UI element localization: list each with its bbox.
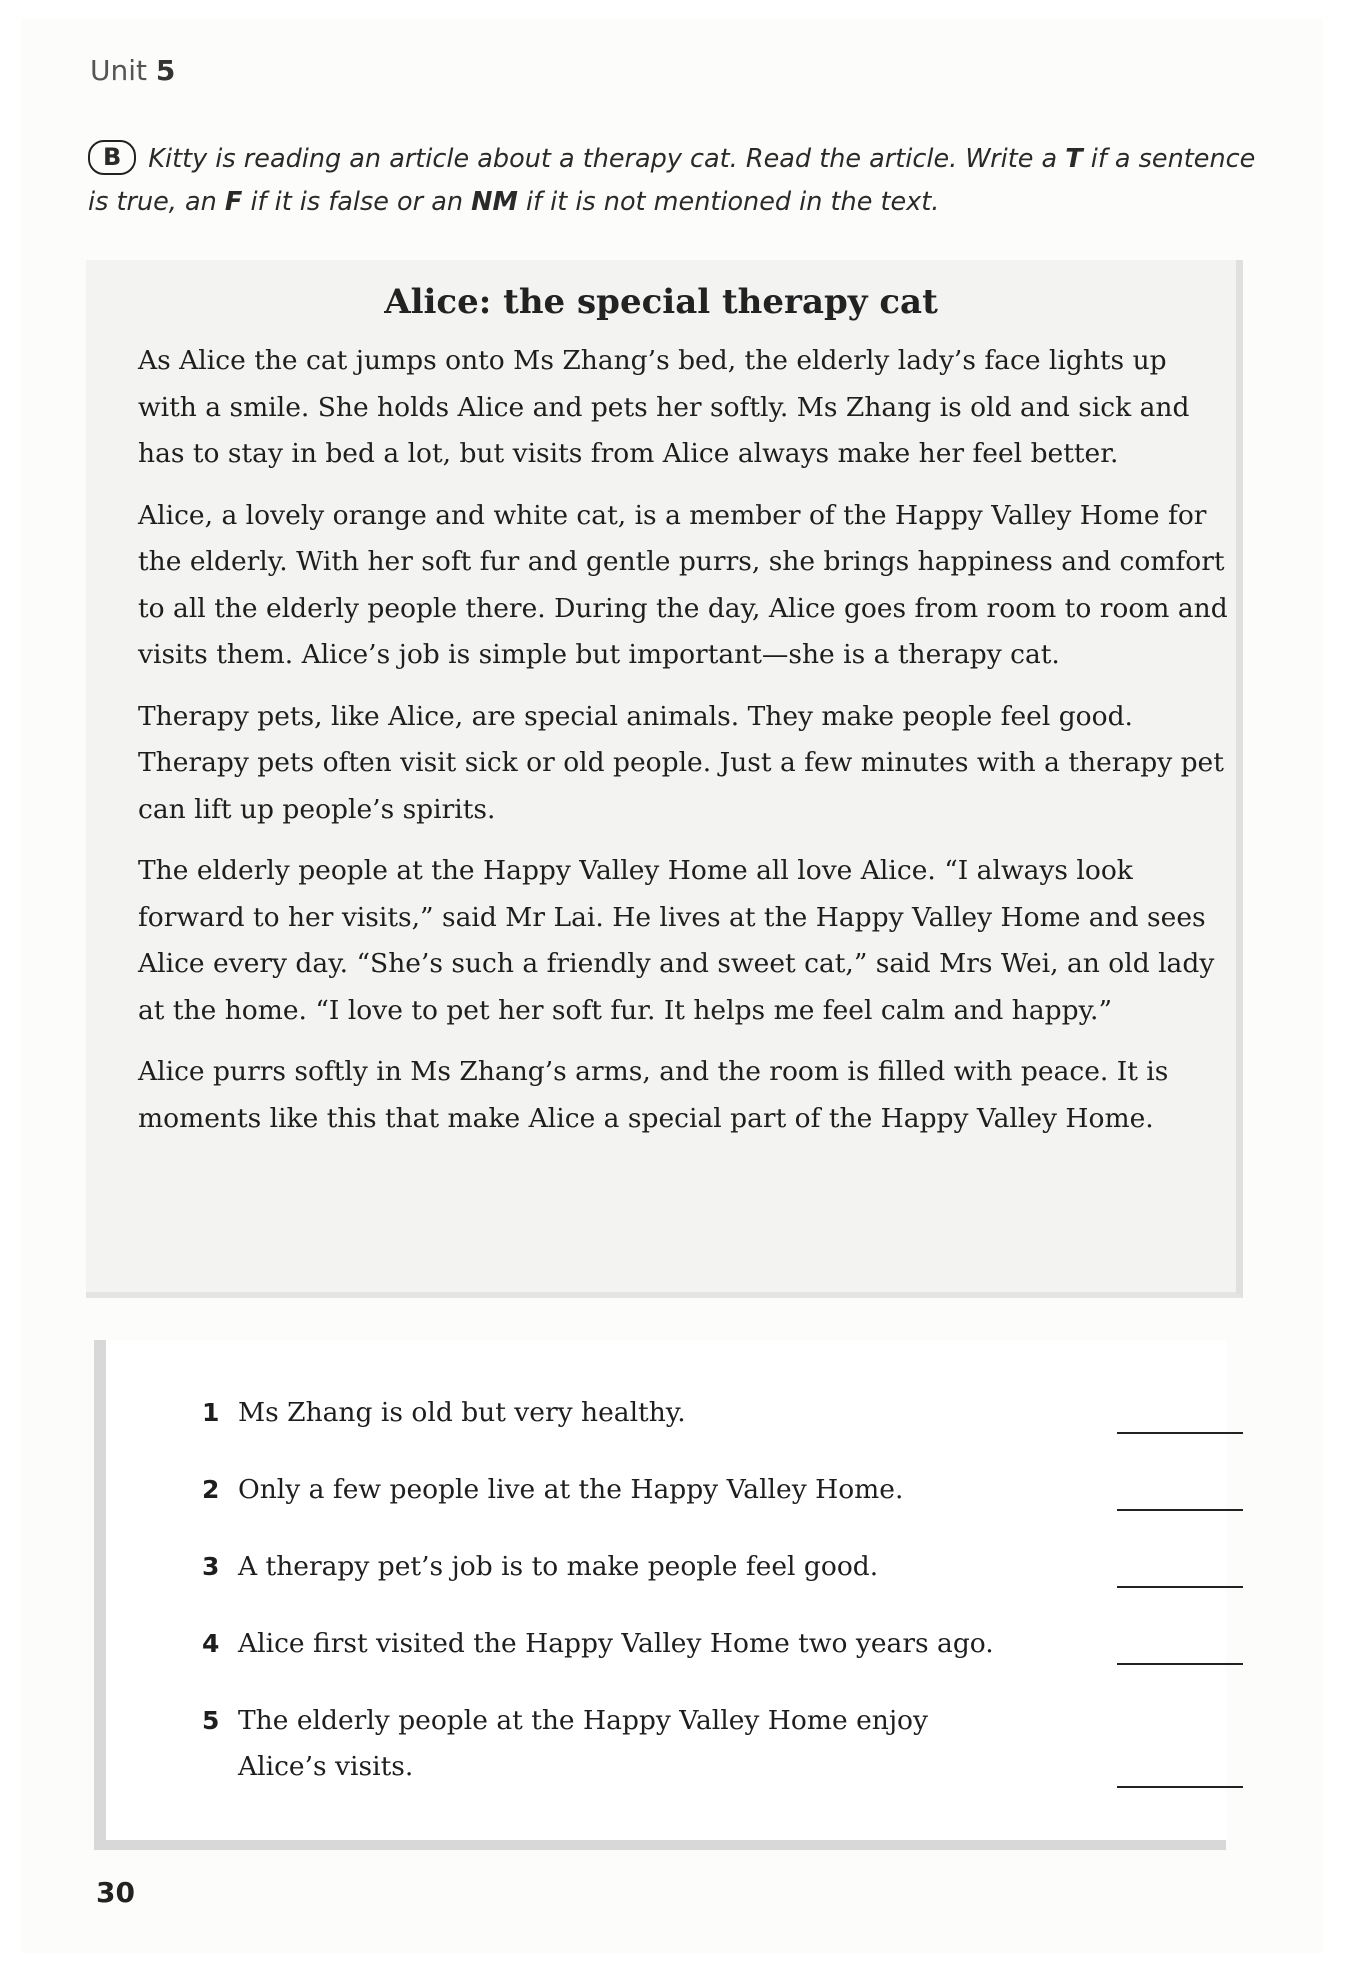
question-text: Only a few people live at the Happy Valley Home.	[238, 1474, 904, 1505]
unit-number: 5	[155, 54, 176, 87]
article-paragraph: Alice purrs softly in Ms Zhang’s arms, and the room is filled with peace. It is moments like this that make Alice a special part of the Happy Valley Home.	[138, 1056, 1169, 1134]
questions-box	[94, 1340, 1226, 1850]
unit-label: Unit	[90, 54, 147, 87]
instruction-false-letter: F	[224, 187, 243, 217]
article-paragraph: Alice, a lovely orange and white cat, is a member of the Happy Valley Home for the elderly. With her soft fur and gentle purrs, she brings happiness and comfort to all the elderly people there. During the day, Alice goes from room to room and visits them. Alice’s job is simple but important—she is a therapy cat.	[138, 499, 1228, 670]
instruction-text: if a sentence is true, an	[88, 144, 1256, 217]
article-paragraph: The elderly people at the Happy Valley Home all love Alice. “I always look forward to her visits,” said Mr Lai. He lives at the Happy Valley Home and sees Alice every day. “She’s such a friendly and sweet cat,” said Mrs Wei, an old lady at the home. “I love to pet her soft fur. It helps me feel calm and happy.”	[138, 855, 1215, 1026]
instruction-text: Kitty is reading an article about a therapy cat. Read the article. Write a	[148, 144, 1066, 174]
answer-blank[interactable]	[1117, 1625, 1243, 1665]
instruction-text: if it is not mentioned in the text.	[517, 187, 940, 217]
question-text: Alice first visited the Happy Valley Home two years ago.	[238, 1628, 994, 1659]
question-number: 5	[202, 1706, 220, 1735]
unit-heading	[90, 54, 175, 87]
article-body	[138, 338, 1228, 1157]
question-text: The elderly people at the Happy Valley Home enjoy Alice’s visits.	[238, 1705, 928, 1782]
question-number: 4	[202, 1629, 220, 1658]
article-paragraph: Therapy pets, like Alice, are special animals. They make people feel good. Therapy pets often visit sick or old people. Just a few minutes with a therapy pet can lift up people’s spirits.	[138, 700, 1224, 825]
instruction-true-letter: T	[1065, 144, 1083, 174]
instructions	[88, 138, 1268, 224]
answer-blank[interactable]	[1117, 1548, 1243, 1588]
article-panel	[86, 260, 1243, 1298]
section-badge: B	[88, 140, 136, 175]
question-number: 2	[202, 1475, 220, 1504]
question-text: A therapy pet’s job is to make people feel good.	[238, 1551, 879, 1582]
answer-blank[interactable]	[1117, 1471, 1243, 1511]
article-title: Alice: the special therapy cat	[384, 282, 938, 322]
question-number: 1	[202, 1398, 220, 1427]
answer-blank[interactable]	[1117, 1394, 1243, 1434]
answer-blank[interactable]	[1117, 1748, 1243, 1788]
page-number: 30	[96, 1876, 135, 1909]
article-paragraph: As Alice the cat jumps onto Ms Zhang’s bed, the elderly lady’s face lights up with a smile. She holds Alice and pets her softly. Ms Zhang is old and sick and has to stay in bed a lot, but visits from Alice always make her feel better.	[138, 345, 1190, 469]
instruction-text: if it is false or an	[242, 187, 472, 217]
question-text: Ms Zhang is old but very healthy.	[238, 1397, 686, 1428]
instruction-nm-letters: NM	[471, 187, 518, 217]
question-number: 3	[202, 1552, 220, 1581]
